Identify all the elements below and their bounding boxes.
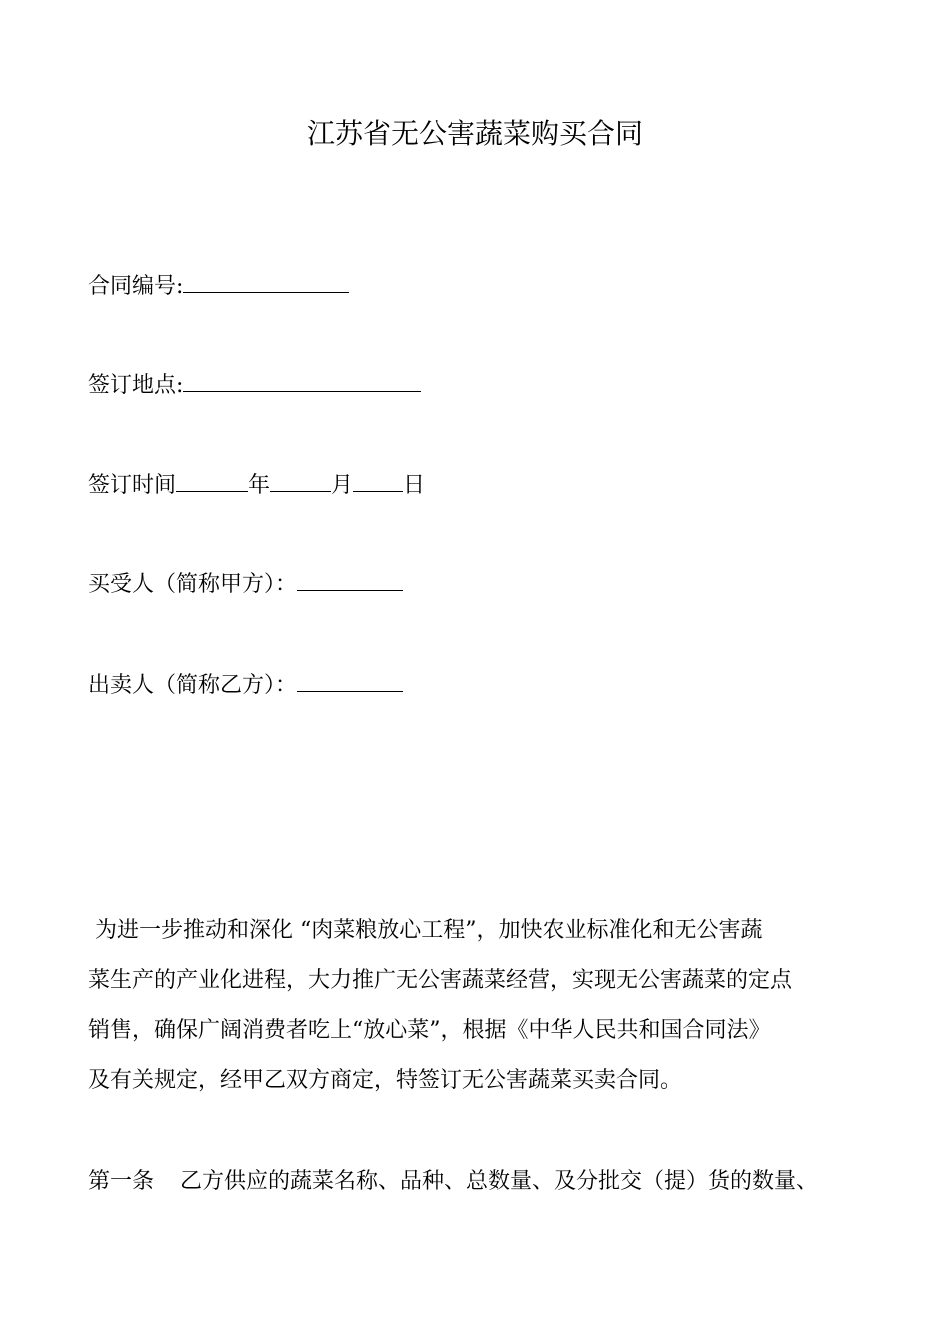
sign-time-label: 签订时间 — [88, 473, 177, 498]
month-label: 月 — [331, 473, 354, 498]
article-text: 乙方供应的蔬菜名称、品种、总数量、及分批交（提）货的数量、 — [180, 1169, 819, 1194]
article-number: 第一条 — [88, 1169, 155, 1194]
buyer-field — [88, 566, 403, 602]
seller-blank — [297, 667, 403, 692]
preamble-line: 销售，确保广阔消费者吃上“放心菜”，根据《中华人民共和国合同法》 — [88, 1018, 771, 1043]
month-blank — [270, 467, 331, 492]
preamble-paragraph — [88, 906, 878, 1106]
sign-place-label: 签订地点: — [88, 373, 184, 398]
seller-field — [88, 667, 403, 703]
seller-label: 出卖人（简称乙方）： — [88, 673, 298, 698]
contract-number-field — [88, 268, 349, 304]
year-label: 年 — [248, 473, 271, 498]
preamble-line: 菜生产的产业化进程，大力推广无公害蔬菜经营，实现无公害蔬菜的定点 — [88, 968, 793, 993]
sign-place-blank — [183, 367, 421, 392]
year-blank — [176, 467, 248, 492]
preamble-line: 为进一步推动和深化 “肉菜粮放心工程”，加快农业标准化和无公害蔬 — [88, 918, 763, 943]
contract-number-label: 合同编号: — [88, 274, 184, 299]
contract-number-blank — [183, 268, 349, 293]
preamble-line: 及有关规定，经甲乙双方商定，特签订无公害蔬菜买卖合同。 — [88, 1068, 683, 1093]
buyer-blank — [297, 566, 403, 591]
day-blank — [353, 467, 403, 492]
buyer-label: 买受人（简称甲方）： — [88, 572, 298, 597]
day-label: 日 — [403, 473, 426, 498]
document-title: 江苏省无公害蔬菜购买合同 — [306, 117, 643, 150]
sign-place-field — [88, 367, 421, 403]
article-1 — [88, 1164, 818, 1200]
sign-time-field — [88, 467, 425, 503]
